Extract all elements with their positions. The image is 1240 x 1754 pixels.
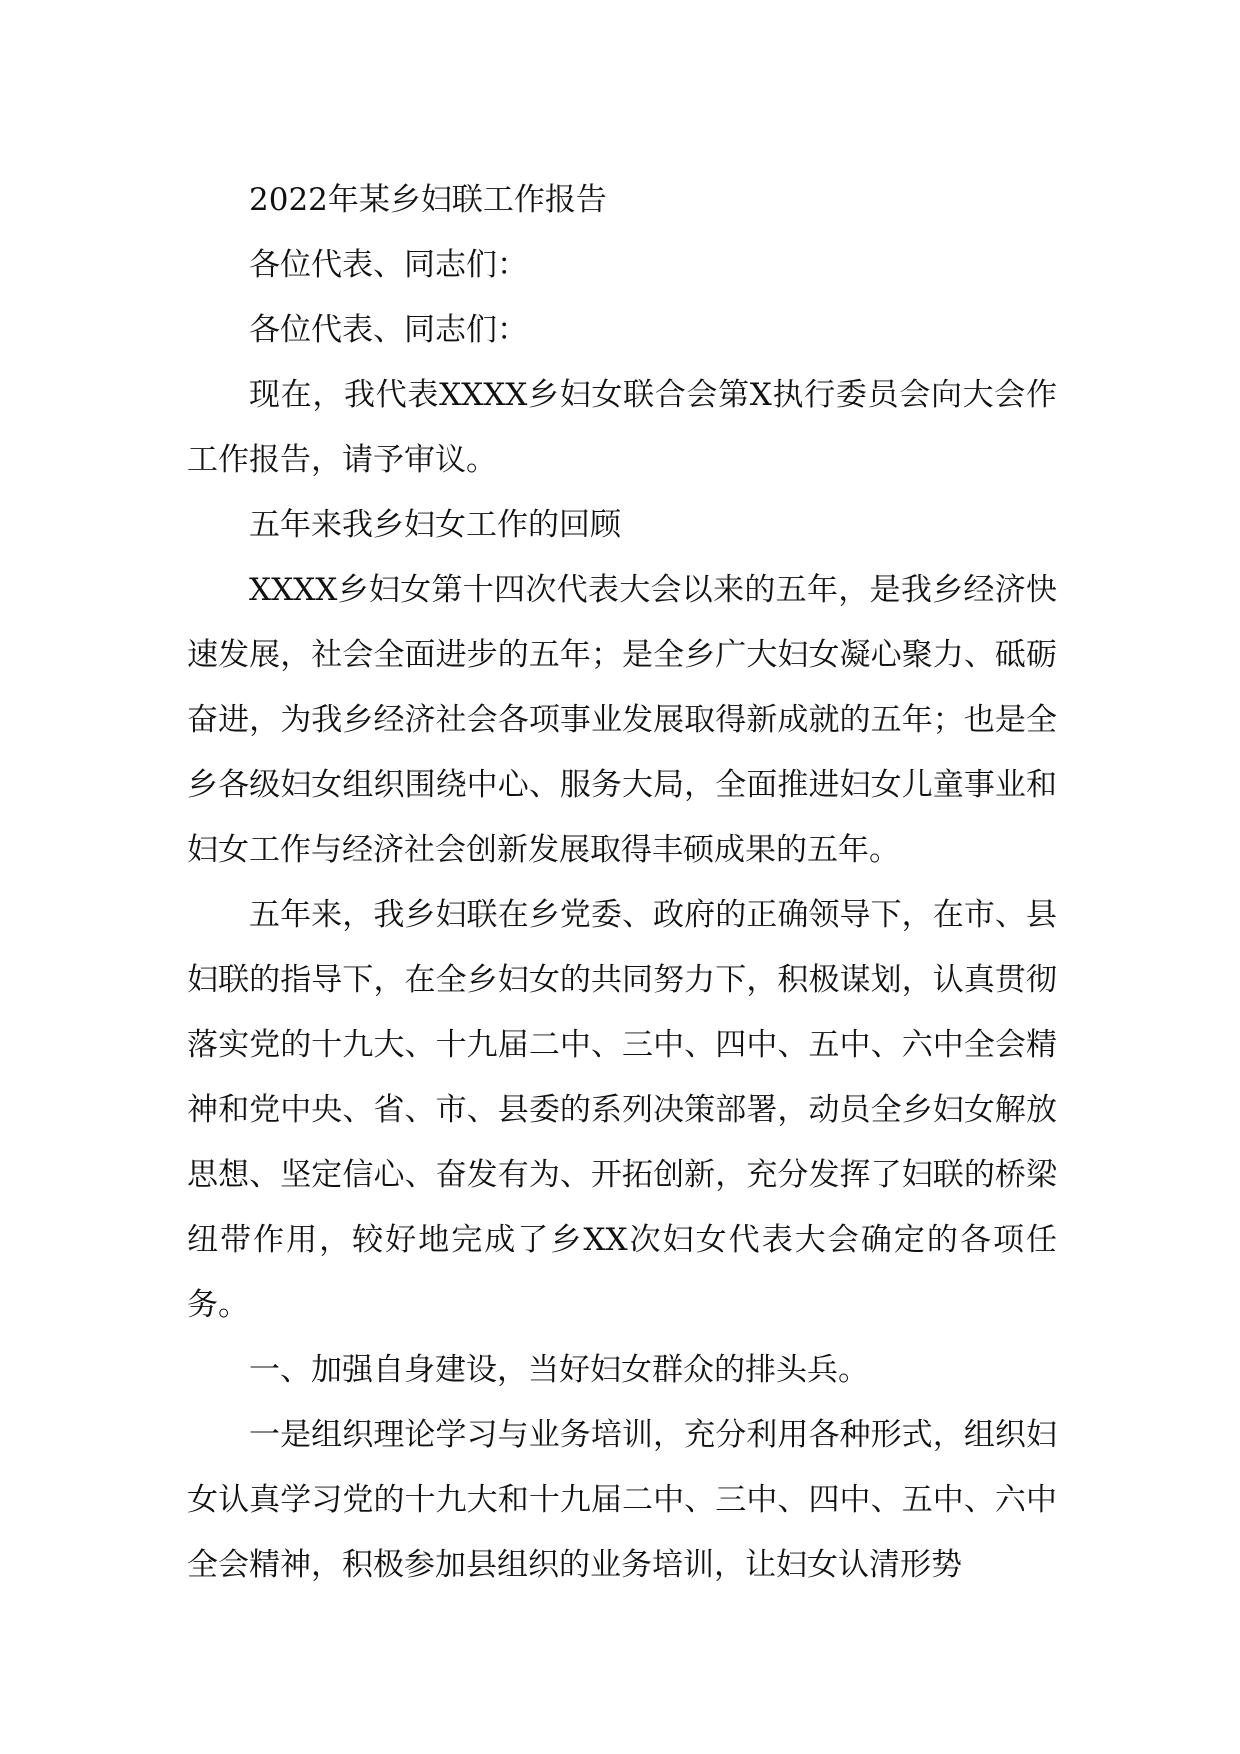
body-paragraph: XXXX乡妇女第十四次代表大会以来的五年，是我乡经济快速发展，社会全面进步的五年；是全乡广大妇女凝心聚力、砥砺奋进，为我乡经济社会各项事业发展取得新成就的五年；也是全乡各级妇女组织围绕中心、服务大局，全面推进妇女儿童事业和妇女工作与经济社会创新发展取得丰硕成果的五年。 xyxy=(187,572,1057,868)
salutation-repeat: 各位代表、同志们： xyxy=(249,312,528,348)
document-body xyxy=(187,168,1057,1598)
body-paragraph: 一是组织理论学习与业务培训，充分利用各种形式，组织妇女认真学习党的十九大和十九届二中、三中、四中、五中、六中全会精神，积极参加县组织的业务培训，让妇女认清形势 xyxy=(187,1417,1057,1583)
intro-paragraph: 现在，我代表XXXX乡妇女联合会第X执行委员会向大会作工作报告，请予审议。 xyxy=(187,377,1057,478)
document-title: 2022年某乡妇联工作报告 xyxy=(249,182,607,218)
salutation: 各位代表、同志们： xyxy=(249,247,528,283)
section-heading-review: 五年来我乡妇女工作的回顾 xyxy=(249,507,621,543)
subsection-heading: 一、加强自身建设，当好妇女群众的排头兵。 xyxy=(249,1352,869,1388)
body-paragraph: 五年来，我乡妇联在乡党委、政府的正确领导下，在市、县妇联的指导下，在全乡妇女的共同努力下，积极谋划，认真贯彻落实党的十九大、十九届二中、三中、四中、五中、六中全会精神和党中央、省、市、县委的系列决策部署，动员全乡妇女解放思想、坚定信心、奋发有为、开拓创新，充分发挥了妇联的桥梁纽带作用，较好地完成了乡XX次妇女代表大会确定的各项任务。 xyxy=(187,897,1057,1323)
